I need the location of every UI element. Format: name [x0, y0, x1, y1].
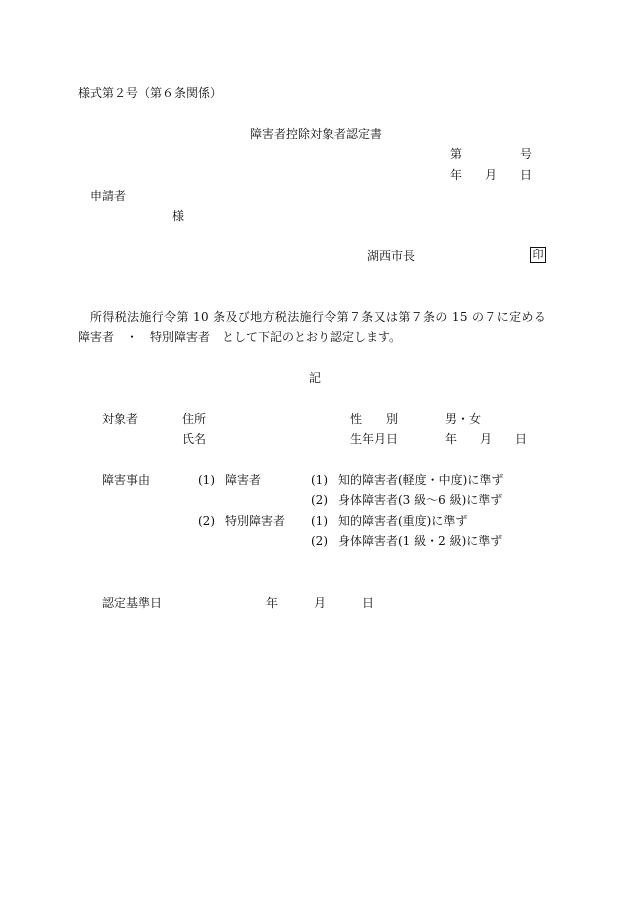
reason-cat2-item1-num: (1)	[311, 514, 328, 528]
number-suffix: 号	[520, 147, 533, 161]
reason-cat1-item2-num: (2)	[311, 493, 328, 507]
reason-cat2-label: 特別障害者	[225, 514, 286, 528]
reason-cat2-item2-text: 身体障害者(1 級・2 級)に準ず	[338, 534, 503, 548]
seal-mark: 印	[530, 247, 546, 263]
name-label: 氏名	[182, 432, 207, 446]
issue-day: 日	[520, 168, 533, 182]
base-date-day: 日	[362, 596, 375, 610]
issue-year: 年	[450, 168, 463, 182]
reason-cat1-label: 障害者	[225, 473, 262, 487]
reason-label: 障害事由	[102, 473, 151, 487]
reason-cat2-item2-num: (2)	[311, 534, 328, 548]
address-label: 住所	[182, 412, 207, 426]
issue-month: 月	[485, 168, 498, 182]
base-date-month: 月	[314, 596, 327, 610]
birth-day: 日	[515, 432, 528, 446]
birth-label: 生年月日	[350, 432, 399, 446]
reason-cat1-num: (1)	[198, 473, 215, 487]
reason-cat2-item1-text: 知的障害者(重度)に準ず	[338, 514, 468, 528]
body-text-line2: 障害者 ・ 特別障害者 として下記のとおり認定します。	[78, 330, 402, 344]
document-title: 障害者控除対象者認定書	[250, 127, 383, 141]
birth-month: 月	[480, 432, 493, 446]
form-number: 様式第２号（第６条関係）	[78, 86, 223, 100]
body-text-line1: 所得税法施行令第 10 条及び地方税法施行令第７条又は第７条の 15 の７に定める	[90, 310, 547, 324]
applicant-label: 申請者	[90, 189, 127, 203]
reason-cat1-item2-text: 身体障害者(3 級～6 級)に準ず	[338, 493, 503, 507]
target-label: 対象者	[102, 412, 139, 426]
reason-cat1-item1-num: (1)	[311, 473, 328, 487]
base-date-label: 認定基準日	[102, 596, 163, 610]
base-date-year: 年	[266, 596, 279, 610]
number-prefix: 第	[450, 147, 463, 161]
applicant-honorific: 様	[172, 209, 185, 223]
sex-label: 性 別	[350, 412, 399, 426]
sex-value: 男・女	[445, 412, 482, 426]
ki-heading: 記	[309, 371, 322, 385]
reason-cat2-num: (2)	[198, 514, 215, 528]
birth-year: 年	[445, 432, 458, 446]
reason-cat1-item1-text: 知的障害者(軽度・中度)に準ず	[338, 473, 504, 487]
issuer-name: 湖西市長	[367, 249, 416, 263]
